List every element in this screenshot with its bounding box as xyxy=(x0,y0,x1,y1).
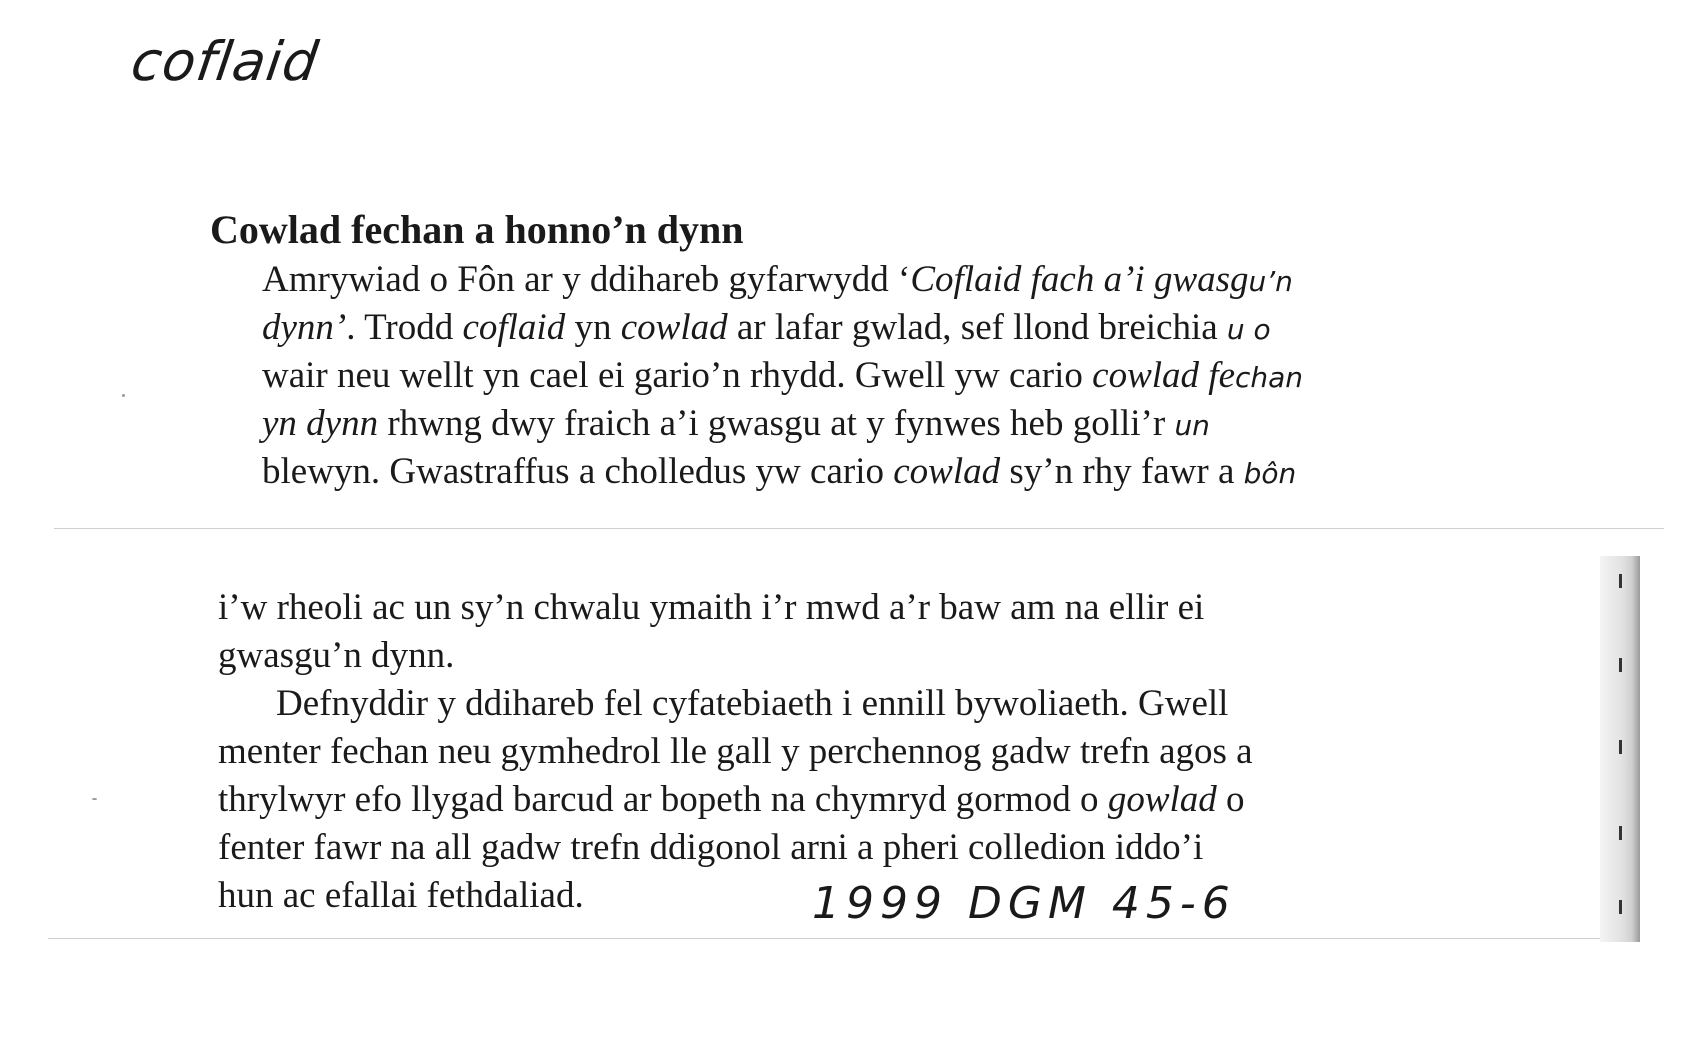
handwritten-insert: u o xyxy=(1226,313,1271,346)
text-line xyxy=(276,680,1228,728)
text-run: Defnyddir y ddihareb fel cyfatebiaeth i ennill bywoliaeth. Gwell xyxy=(276,683,1229,724)
text-block-lower xyxy=(218,584,1488,924)
text-line xyxy=(218,632,454,680)
handwritten-insert: u’n xyxy=(1248,265,1293,298)
text-run: gwasgu’n dynn. xyxy=(218,635,455,676)
text-line xyxy=(218,824,1203,872)
italic-phrase: yn dynn xyxy=(262,403,379,444)
text-line xyxy=(262,352,1303,402)
italic-phrase: coflaid xyxy=(462,307,566,348)
text-line xyxy=(218,776,1245,824)
handwritten-reference: 1999 DGM 45-6 xyxy=(812,878,1236,929)
speck xyxy=(92,798,97,800)
text-line xyxy=(218,584,1204,632)
entry-title: Cowlad fechan a honno’n dynn xyxy=(210,207,744,252)
text-line xyxy=(262,304,1271,354)
handwritten-insert: chan xyxy=(1235,361,1304,394)
clipping-edge-upper xyxy=(54,528,1664,529)
handwritten-insert: bôn xyxy=(1243,457,1297,490)
text-run: sy’n rhy fawr a xyxy=(1000,451,1244,492)
text-line xyxy=(262,256,1293,306)
staple-mark xyxy=(1619,658,1622,672)
italic-phrase: cowlad xyxy=(620,307,728,348)
italic-phrase: cowlad xyxy=(893,451,1001,492)
text-run: fenter fawr na all gadw trefn ddigonol arni a pheri colledion iddo’i xyxy=(218,827,1204,868)
text-line xyxy=(262,448,1296,498)
text-run: ar lafar gwlad, sef llond breichia xyxy=(727,307,1227,348)
text-run: menter fechan neu gymhedrol lle gall y perchennog gadw trefn agos a xyxy=(218,731,1253,772)
text-run: yn xyxy=(565,307,621,348)
text-run: . Trodd xyxy=(346,307,463,348)
text-run: hun ac efallai fethdaliad. xyxy=(218,875,584,916)
text-run: thrylwyr efo llygad barcud ar bopeth na chymryd gormod o xyxy=(218,779,1108,820)
text-run: blewyn. Gwastraffus a cholledus yw cario xyxy=(262,451,894,492)
staple-mark xyxy=(1619,826,1622,840)
staple-mark xyxy=(1619,740,1622,754)
text-run: rhwng dwy fraich a’i gwasgu at y fynwes heb golli’r xyxy=(378,403,1175,444)
speck xyxy=(122,394,125,397)
text-line xyxy=(218,728,1253,776)
handwritten-insert: un xyxy=(1174,409,1210,442)
text-run: wair neu wellt yn cael ei gario’n rhydd. Gwell yw cario xyxy=(262,355,1093,396)
text-line xyxy=(218,872,584,920)
italic-phrase: Coflaid fach a’i gwasg xyxy=(910,259,1249,300)
clipping-edge-lower xyxy=(48,938,1640,939)
text-run: o xyxy=(1216,779,1245,820)
text-block-upper xyxy=(262,256,1552,506)
italic-phrase: dynn’ xyxy=(262,307,347,348)
italic-phrase: cowlad fe xyxy=(1092,355,1235,396)
text-line xyxy=(262,400,1210,450)
handwritten-headword: coflaid xyxy=(127,30,323,93)
text-run: i’w rheoli ac un sy’n chwalu ymaith i’r mwd a’r baw am na ellir ei xyxy=(218,587,1205,628)
staple-mark xyxy=(1619,900,1622,914)
text-run: Amrywiad o Fôn ar y ddihareb gyfarwydd ‘ xyxy=(262,259,911,300)
italic-phrase: gowlad xyxy=(1107,779,1217,820)
staple-mark xyxy=(1619,574,1622,588)
